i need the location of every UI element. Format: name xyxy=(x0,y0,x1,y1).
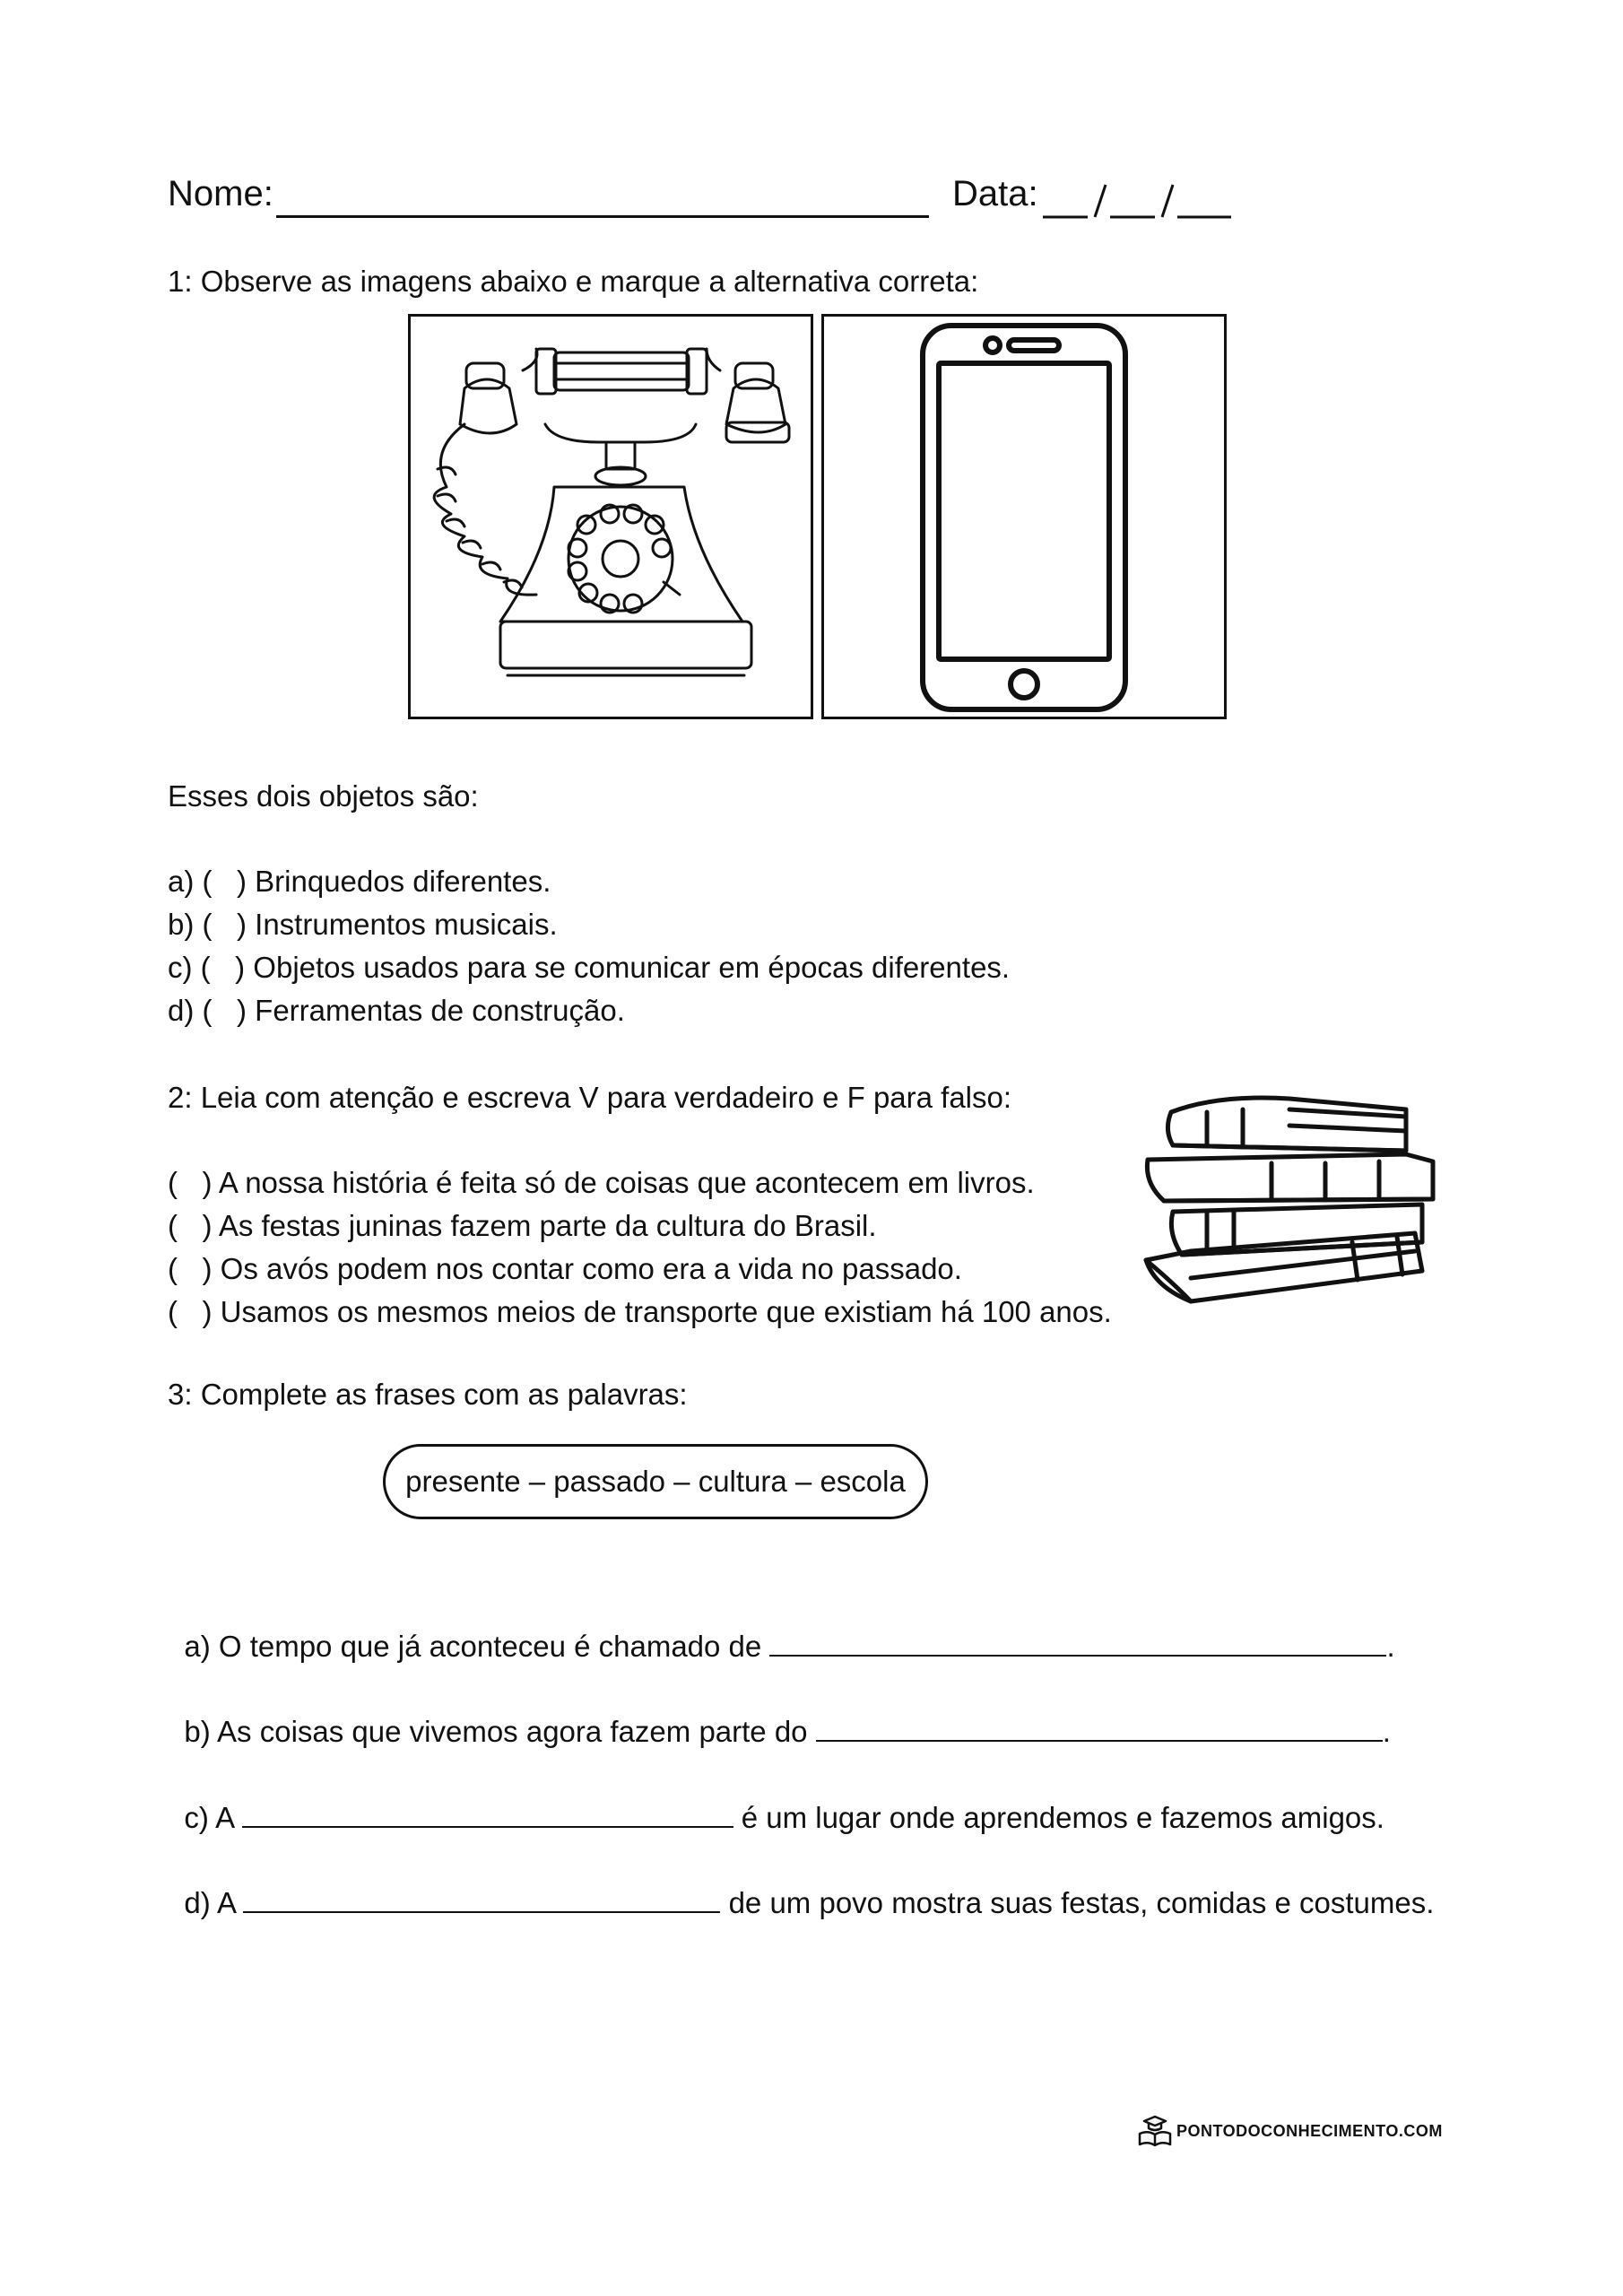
q1-option-a[interactable]: a) ( ) Brinquedos diferentes. xyxy=(168,865,551,898)
smartphone-icon xyxy=(824,317,1224,717)
q3-sentence-c xyxy=(168,1763,1384,1836)
date-label: Data: xyxy=(952,174,1038,213)
q3-a-before: a) O tempo que já aconteceu é chamado de xyxy=(184,1630,770,1663)
q2-statement-4[interactable]: ( ) Usamos os mesmos meios de transporte que existiam há 100 anos. xyxy=(168,1295,1112,1328)
q3-b-after: . xyxy=(1382,1715,1391,1748)
q3-sentence-d xyxy=(168,1848,1434,1921)
name-label: Nome: xyxy=(168,174,273,213)
q3-b-blank[interactable] xyxy=(816,1713,1383,1742)
date-blanks xyxy=(1043,176,1234,221)
q3-c-after: é um lugar onde aprendemos e fazemos amigos. xyxy=(733,1801,1384,1834)
old-rotary-telephone-icon xyxy=(411,317,811,717)
q2-statement-2[interactable]: ( ) As festas juninas fazem parte da cultura do Brasil. xyxy=(168,1209,877,1242)
q3-c-blank[interactable] xyxy=(242,1799,733,1828)
q3-d-blank[interactable] xyxy=(243,1884,720,1913)
books-image xyxy=(1137,1090,1442,1323)
q1-option-d[interactable]: d) ( ) Ferramentas de construção. xyxy=(168,994,625,1027)
q3-d-after: de um povo mostra suas festas, comidas e costumes. xyxy=(720,1886,1435,1919)
stack-of-books-icon xyxy=(1137,1090,1442,1323)
date-field[interactable] xyxy=(1043,176,1234,221)
q1-question: Esses dois objetos são: xyxy=(168,779,479,813)
q3-prompt: 3: Complete as frases com as palavras: xyxy=(168,1378,688,1411)
q1-prompt: 1: Observe as imagens abaixo e marque a alternativa correta: xyxy=(168,265,979,298)
q3-sentence-a xyxy=(168,1592,1395,1665)
q3-b-before: b) As coisas que vivemos agora fazem parte do xyxy=(184,1715,816,1748)
q1-option-b[interactable]: b) ( ) Instrumentos musicais. xyxy=(168,908,558,941)
q2-statement-1[interactable]: ( ) A nossa história é feita só de coisas que acontecem em livros. xyxy=(168,1166,1035,1199)
name-field-line[interactable] xyxy=(276,215,929,218)
footer-brand-text: PONTODOCONHECIMENTO.COM xyxy=(1176,2121,1443,2140)
telephone-image-frame xyxy=(408,314,813,719)
q3-a-after: . xyxy=(1386,1630,1395,1663)
q2-prompt: 2: Leia com atenção e escreva V para verdadeiro e F para falso: xyxy=(168,1081,1012,1114)
q2-statement-3[interactable]: ( ) Os avós podem nos contar como era a vida no passado. xyxy=(168,1252,962,1285)
footer-brand xyxy=(1137,2113,1460,2149)
q3-sentence-b xyxy=(168,1677,1391,1750)
graduation-cap-book-icon xyxy=(1137,2114,1173,2148)
smartphone-image-frame xyxy=(821,314,1227,719)
q3-c-before: c) A xyxy=(184,1801,242,1834)
q3-a-blank[interactable] xyxy=(769,1628,1386,1657)
q1-option-c[interactable]: c) ( ) Objetos usados para se comunicar em épocas diferentes. xyxy=(168,951,1011,984)
word-bank: presente – passado – cultura – escola xyxy=(383,1444,928,1519)
q3-d-before: d) A xyxy=(184,1886,244,1919)
